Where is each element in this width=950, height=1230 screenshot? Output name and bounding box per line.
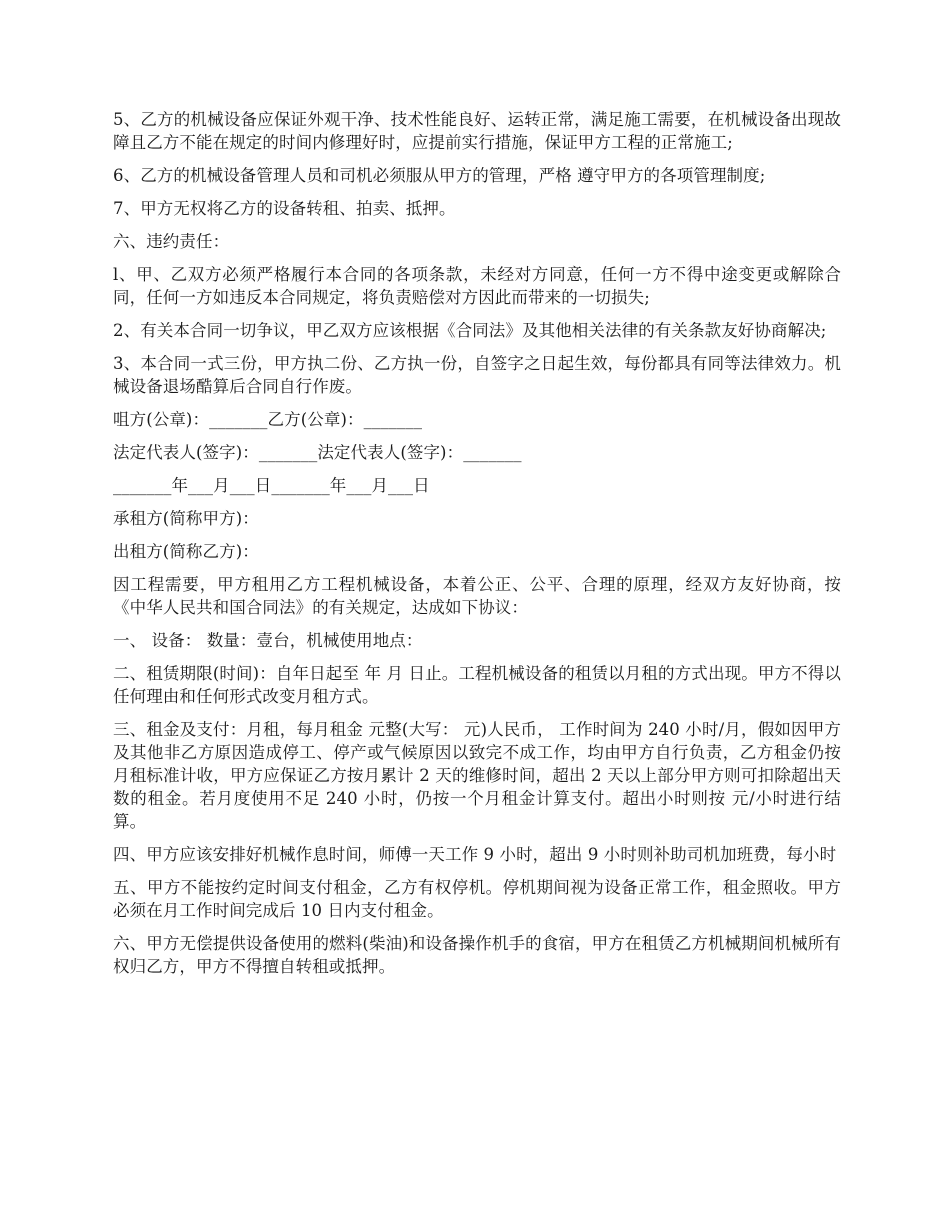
article-2-term: 二、租赁期限(时间)：自年日起至 年 月 日止。工程机械设备的租赁以月租的方式出现。甲方不得以任何理由和任何形式改变月租方式。	[113, 664, 841, 706]
signature-date-line: _______年___月___日_______年___月___日	[113, 476, 430, 495]
document-body	[113, 108, 841, 988]
section-heading-liability: 六、违约责任：	[113, 232, 230, 251]
party-a-label: 承租方(简称甲方)：	[113, 509, 259, 528]
liability-clause-2: 2、有关本合同一切争议，甲乙双方应该根据《合同法》及其他相关法律的有关条款友好协商解决;	[113, 321, 827, 340]
signature-seal-line: 咀方(公章)：_______乙方(公章)：_______	[113, 410, 423, 429]
article-4-working-hours: 四、甲方应该安排好机械作息时间，师傅一天工作 9 小时，超出 9 小时则补助司机加班费，每小时	[113, 845, 837, 864]
liability-clause-1: l、甲、乙双方必须严格履行本合同的各项条款，未经对方同意，任何一方不得中途变更或解除合同，任何一方如违反本合同规定，将负责赔偿对方因此而带来的一切损失;	[113, 265, 841, 307]
liability-clause-3: 3、本合同一式三份，甲方执二份、乙方执一份，自签字之日起生效，每份都具有同等法律效力。机械设备退场酷算后合同自行作废。	[113, 354, 841, 396]
article-3-rent-payment: 三、租金及支付：月租，每月租金 元整(大写： 元)人民币， 工作时间为 240 小时/月，假如因甲方及其他非乙方原因造成停工、停产或气候原因以致完不成工作，均由甲方自行负责，乙方租金仍按月租标准计收，甲方应保证乙方按月累计 2 天的维修时间，超出 2 天以上部分甲方则可扣除超出天数的租金。若月度使用不足 240 小时，仍按一个月租金计算支付。超出小时则按 元/小时进行结算。	[113, 720, 841, 831]
article-5-late-payment: 五、甲方不能按约定时间支付租金，乙方有权停机。停机期间视为设备正常工作，租金照收。甲方必须在月工作时间完成后 10 日内支付租金。	[113, 878, 841, 920]
party-b-label: 出租方(简称乙方)：	[113, 542, 259, 561]
article-6-fuel-ownership: 六、甲方无偿提供设备使用的燃料(柴油)和设备操作机手的食宿，甲方在租赁乙方机械期间机械所有权归乙方，甲方不得擅自转租或抵押。	[113, 934, 841, 976]
clause-5-equipment-maintenance: 5、乙方的机械设备应保证外观干净、技术性能良好、运转正常，满足施工需要，在机械设备出现故障且乙方不能在规定的时间内修理好时，应提前实行措施，保证甲方工程的正常施工;	[113, 110, 841, 152]
preamble: 因工程需要，甲方租用乙方工程机械设备，本着公正、公平、合理的原理，经双方友好协商，按《中华人民共和国合同法》的有关规定，达成如下协议：	[113, 575, 841, 617]
clause-6-management: 6、乙方的机械设备管理人员和司机必须服从甲方的管理，严格 遵守甲方的各项管理制度;	[113, 166, 766, 185]
clause-7-no-sublease: 7、甲方无权将乙方的设备转租、拍卖、抵押。	[113, 199, 456, 218]
signature-representative-line: 法定代表人(签字)：_______法定代表人(签字)：_______	[113, 443, 522, 462]
article-1-equipment: 一、 设备： 数量：壹台，机械使用地点：	[113, 631, 423, 650]
